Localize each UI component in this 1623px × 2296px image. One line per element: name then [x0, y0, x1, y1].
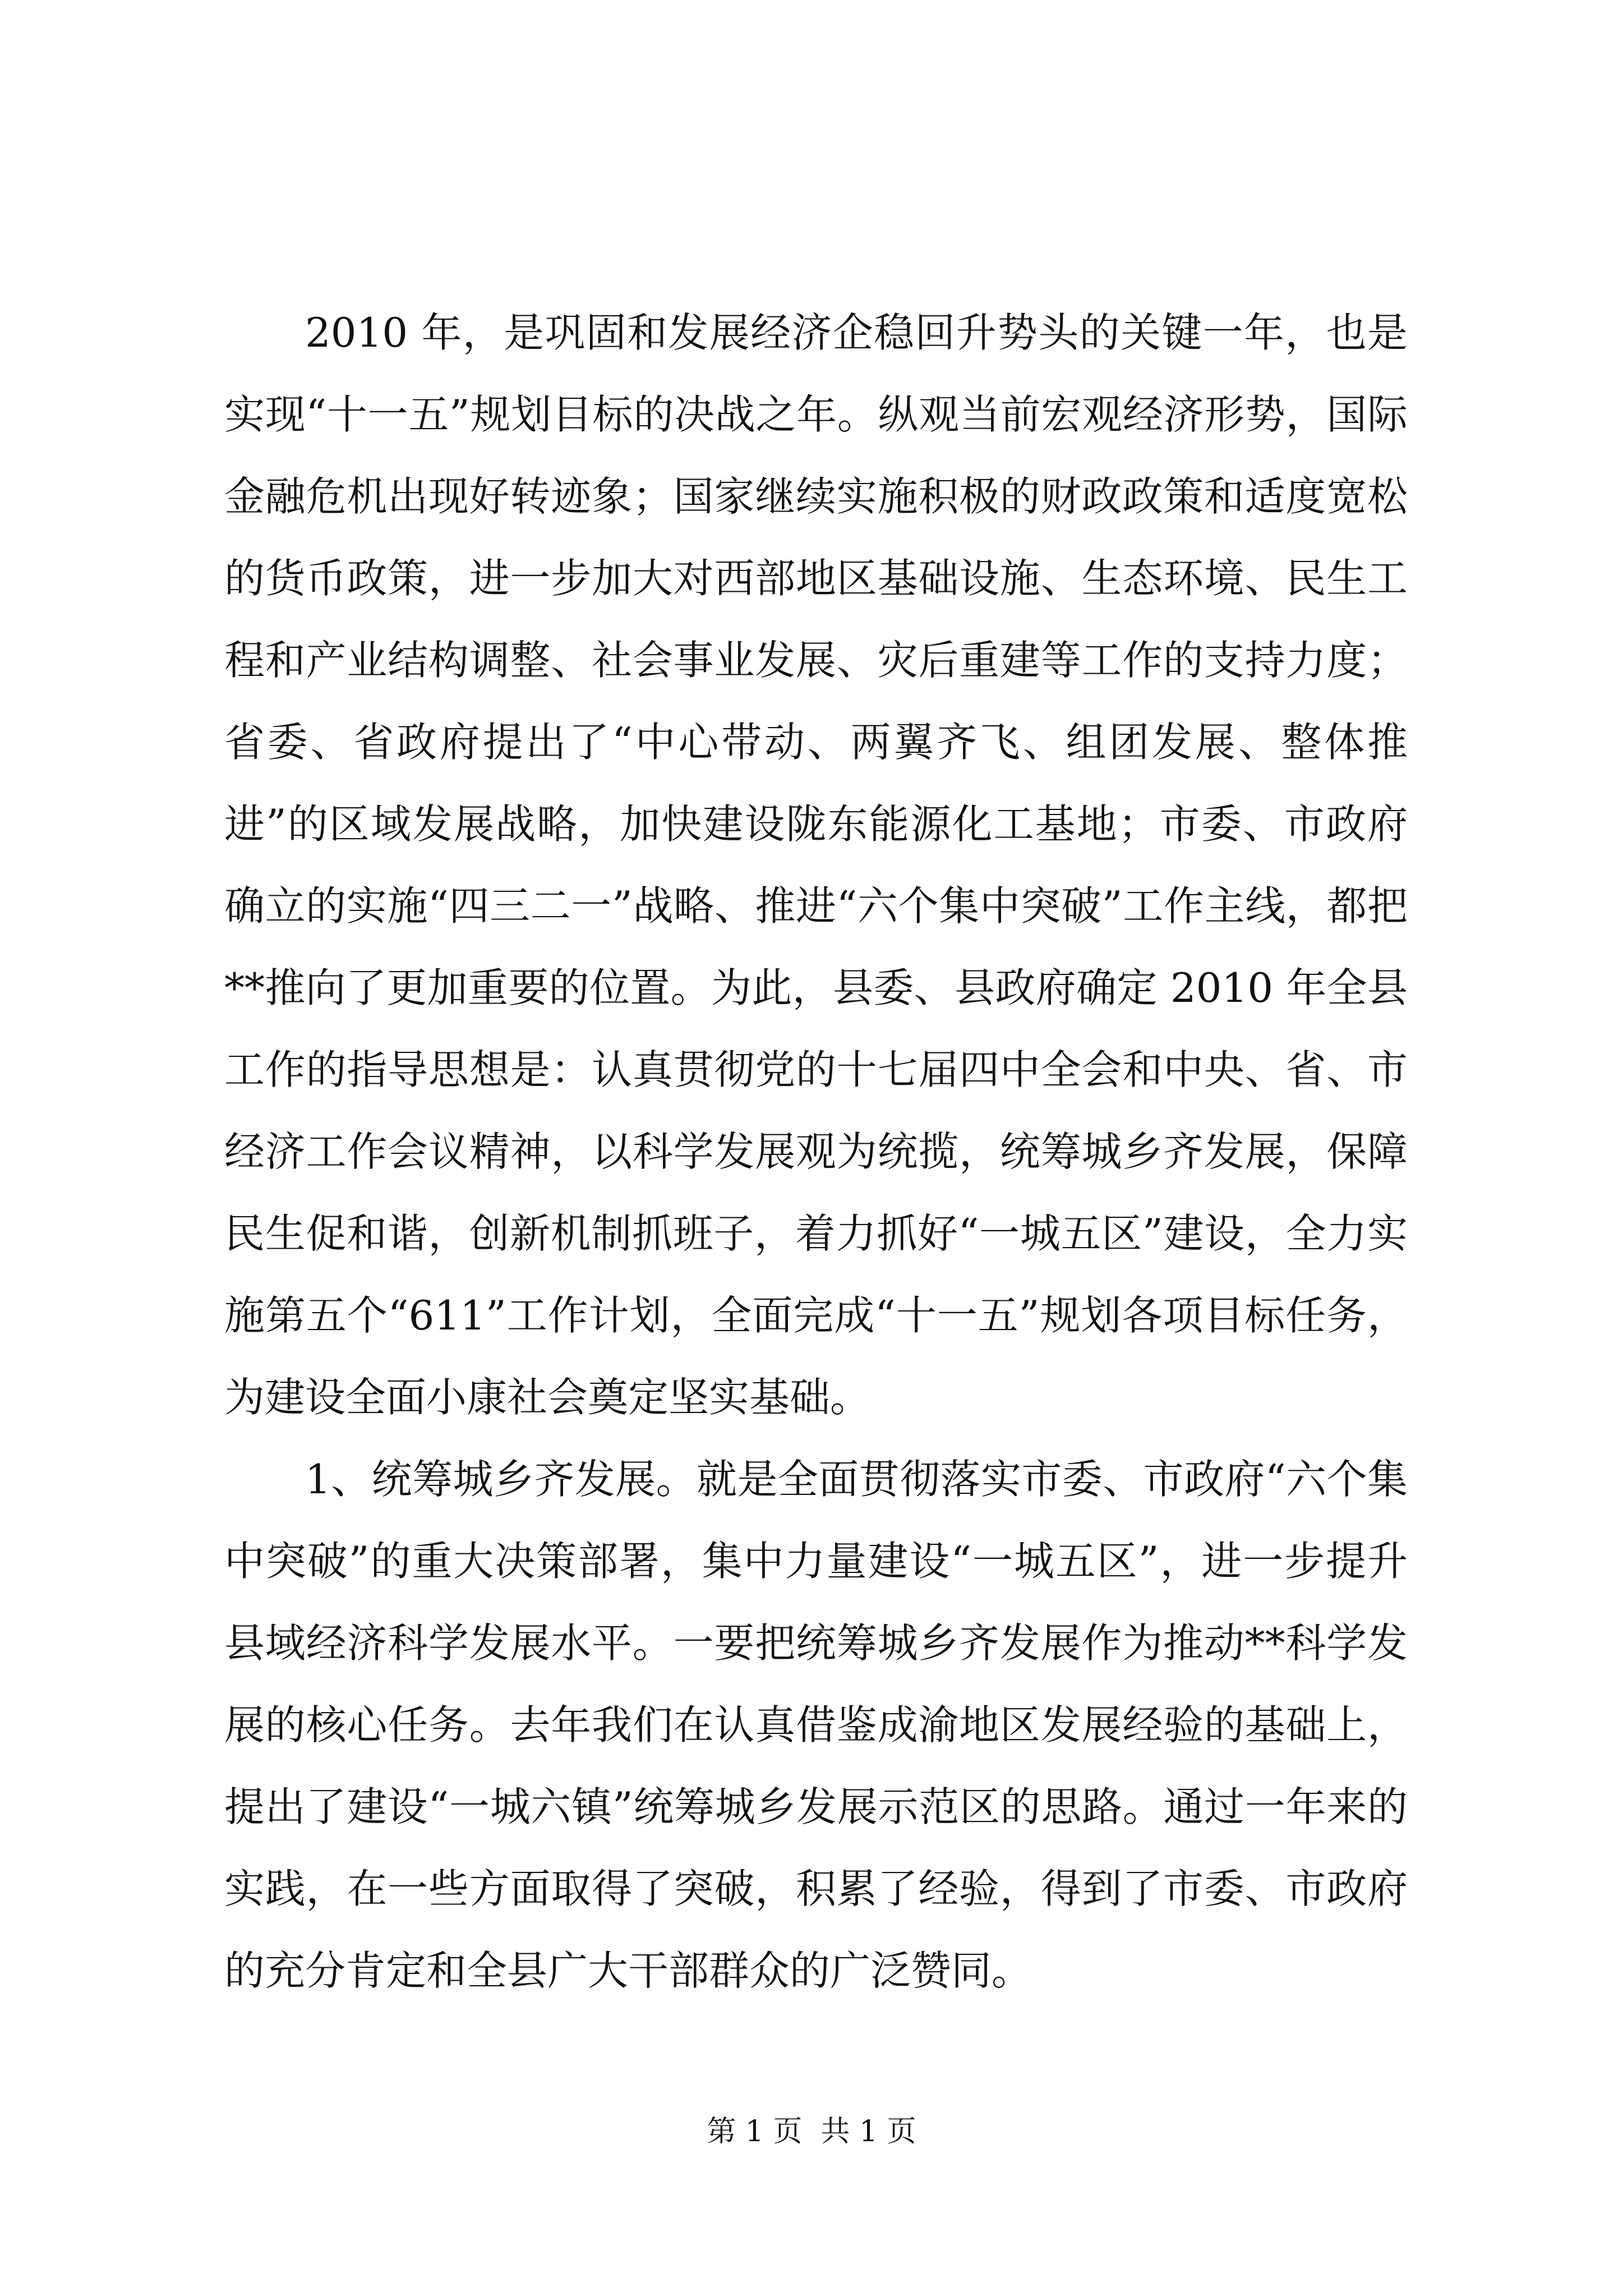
document-body — [224, 292, 1408, 2012]
paragraph-guiding-ideology: 2010 年，是巩固和发展经济企稳回升势头的关键一年，也是实现“十一五”规划目标的决战之年。纵观当前宏观经济形势，国际金融危机出现好转迹象；国家继续实施积极的财政政策和适度宽松的货币政策，进一步加大对西部地区基础设施、生态环境、民生工程和产业结构调整、社会事业发展、灾后重建等工作的支持力度；省委、省政府提出了“中心带动、两翼齐飞、组团发展、整体推进”的区域发展战略，加快建设陇东能源化工基地；市委、市政府确立的实施“四三二一”战略、推进“六个集中突破”工作主线，都把**推向了更加重要的位置。为此，县委、县政府确定 2010 年全县工作的指导思想是：认真贯彻党的十七届四中全会和中央、省、市经济工作会议精神，以科学发展观为统揽，统筹城乡齐发展，保障民生促和谐，创新机制抓班子，着力抓好“一城五区”建设，全力实施第五个“611”工作计划，全面完成“十一五”规划各项目标任务，为建设全面小康社会奠定坚实基础。 — [224, 309, 1408, 1421]
page-number-label: 第 1 页 共 1 页 — [707, 2115, 916, 2148]
paragraph-urban-rural-development: 1、统筹城乡齐发展。就是全面贯彻落实市委、市政府“六个集中突破”的重大决策部署，集中力量建设“一城五区”，进一步提升县域经济科学发展水平。一要把统筹城乡齐发展作为推动**科学发展的核心任务。去年我们在认真借鉴成渝地区发展经验的基础上，提出了建设“一城六镇”统筹城乡发展示范区的思路。通过一年来的实践，在一些方面取得了突破，积累了经验，得到了市委、市政府的充分肯定和全县广大干部群众的广泛赞同。 — [224, 1456, 1408, 1994]
page-footer — [0, 2115, 1623, 2148]
